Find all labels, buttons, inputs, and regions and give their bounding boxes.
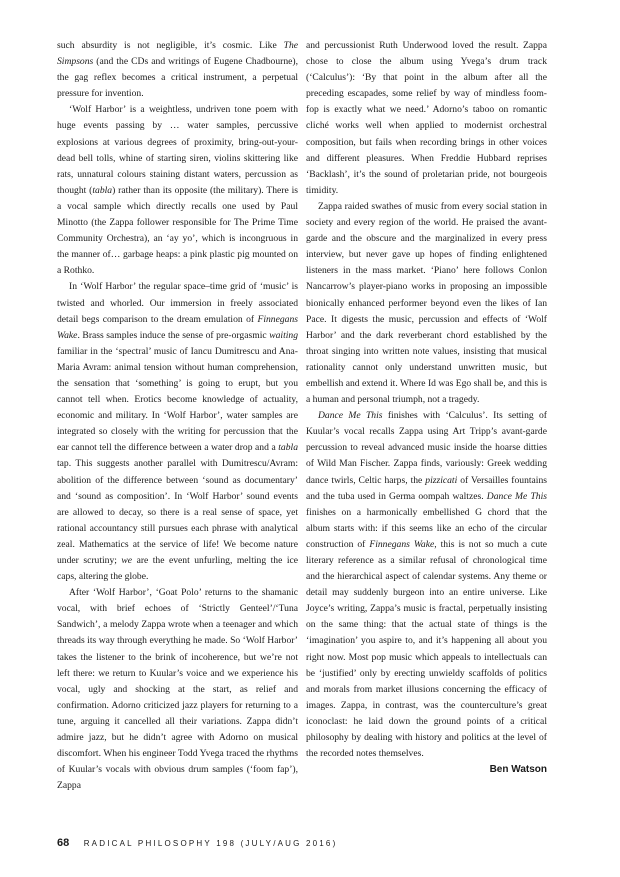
page-footer [57,833,337,851]
page-number: 68 [57,837,70,849]
italic-span: waiting [269,329,298,341]
body-paragraph: In ‘Wolf Harbor’ the regular space–time grid of ‘music’ is twisted and whorled. Our immersion in freely associated detail begs comparison to the dream emulation of Finnegans Wake. Brass samples induce the sense of pre-orgasmic waiting familiar in the ‘spectral’ music of Iancu Dumitrescu and Ana-Maria Avram: animal tension without human comprehension, the sensation that ‘something’ is going to erupt, but you cannot tell when. Erotics become knowledge of actuality, economic and military. In ‘Wolf Harbor’, water samples are integrated so closely with the writing for percussion that the ear cannot tell the difference between a water drop and a tabla tap. This suggests another parallel with Dumitrescu/Avram: abolition of the difference between ‘sound as documentary’ and ‘sound as composition’. In ‘Wolf Harbor’ sound events are allowed to decay, so there is a real sense of space, yet rational accountancy still pursues each phrase with analytical zeal. Mathematics at the service of life! We become nature under scrutiny; we are the event unfurling, melting the ice caps, altering the globe. [57,281,299,583]
body-paragraph: such absurdity is not negligible, it’s cosmic. Like The Simpsons (and the CDs and writings of Eugene Chadbourne), the gag reflex becomes a critical instrument, a perpetual pressure for invention. [57,40,298,100]
italic-span: Dance Me This [318,410,383,422]
italic-span: tabla [92,184,113,196]
italic-span: Finnegans Wake [369,538,435,550]
italic-span: The Simpsons [57,40,298,68]
right-column [306,38,547,778]
author-byline: Ben Watson [489,764,547,776]
body-paragraph: After ‘Wolf Harbor’, ‘Goat Polo’ returns to the shamanic vocal, with brief echoes of ‘Strictly Genteel’/‘Tuna Sandwich’, a melody Zappa wrote when a teenager and which threads its way through everything he made. So ‘Wolf Harbor’ takes the listener to the brink of incoherence, but we’re not left there: we return to Kuular’s voice and we experience his vocal, ugly and shocking at the start, as relief and confirmation. Adorno criticized jazz players for returning to a tune, arguing it cancelled all their variations. Zappa didn’t admire jazz, but he didn’t agree with Adorno on musical discomfort. When his engineer Todd Yvega traced the rhythms of Kuular’s vocals with obvious drum samples (‘foom fap’), Zappa [57,587,298,792]
body-paragraph: Dance Me This finishes with ‘Calculus’. Its setting of Kuular’s vocal recalls Zappa using Art Tripp’s avant-garde percussion to reveal advanced music inside the hoarse ditties of Wild Man Fischer. Zappa finds, variously: Greek wedding dance twirls, Celtic harps, the pizzicati of Versailles fountains and the tuba used in Germa oompah waltzes. Dance Me This finishes on a harmonically embellished G chord that the album starts with: if this seems like an echo of the circular construction of Finnegans Wake, this is not so much a cute literary reference as a similar refusal of chronological time and the hierarchical aspect of calendar systems. Any theme or detail may suddenly burgeon into an entire universe. Like Joyce’s writing, Zappa’s music is fractal, perpetually insisting on the same thing: that the actual state of things is the ‘imagination’ you aspire to, and it’s happening all about you right now. Most pop music which appeals to intellectuals can be ‘justified’ only by erecting unwieldy scaffolds of politics and morals from market illusions concerning the efficacy of images. Zappa, in contrast, was the counterculture’s great iconoclast: he laid down the ground points of a critical philosophy by dealing with history and politics at the level of the recorded notes themselves. [306,410,547,760]
italic-span: Finnegans Wake [57,313,298,341]
body-paragraph: ‘Wolf Harbor’ is a weightless, undriven tone poem with huge events passing by … water samples, percussive explosions at various degrees of proximity, bring-out-your-dead bell tolls, whine of starting siren, violins skittering like rats, unnatural colours staining distant waters, percussion as thought (tabla) rather than its opposite (the military). There is a vocal sample which directly recalls one used by Paul Minotto (the Zappa follower responsible for The Prime Time Community Orchestra), an ‘ay yo’, which is incongruous in the manner of… garbage heaps: a pink plastic pig mounted on a Rothko. [57,104,298,277]
running-head: RADICAL PHILOSOPHY 198 (JULY/AUG 2016) [83,839,338,848]
italic-span: we [121,555,133,566]
italic-span: tabla [278,442,298,454]
body-paragraph: and percussionist Ruth Underwood loved the result. Zappa chose to close the album using Yvega’s drum track (‘Calculus’): ‘By that point in the album after all the preceding escapades, some relief by way of mindless foom-fop is exactly what we need.’ Adorno’s taboo on romantic cliché works well when applied to modernist orchestral composition, but fails when recording brings in other voices and different pleasures. When Freddie Hubbard reprises ‘Backlash’, it’s the sound of proletarian pride, not bourgeois timidity. [306,40,547,196]
left-column [57,38,298,794]
italic-span: pizzicati [425,474,458,486]
italic-span: Dance Me This [486,490,547,502]
body-paragraph: Zappa raided swathes of music from every social station in society and every region of the world. He praised the avant-garde and the obscure and the marginalized in every press interview, but never gave up hopes of finding enlightened listeners in the mass market. ‘Piano’ here follows Conlon Nancarrow’s player-piano works in proposing an impossible bionically enhanced performer beyond even the likes of Ian Pace. It digests the music, percussion and effects of ‘Wolf Harbor’ and the dark reverberant chord established by the throat singing into written note values, insisting that musical rationality cannot only understand unwritten music, but embellish and extend it. Where Id was Ego shall be, and this is a human and personal triumph, not a tragedy. [306,200,547,406]
